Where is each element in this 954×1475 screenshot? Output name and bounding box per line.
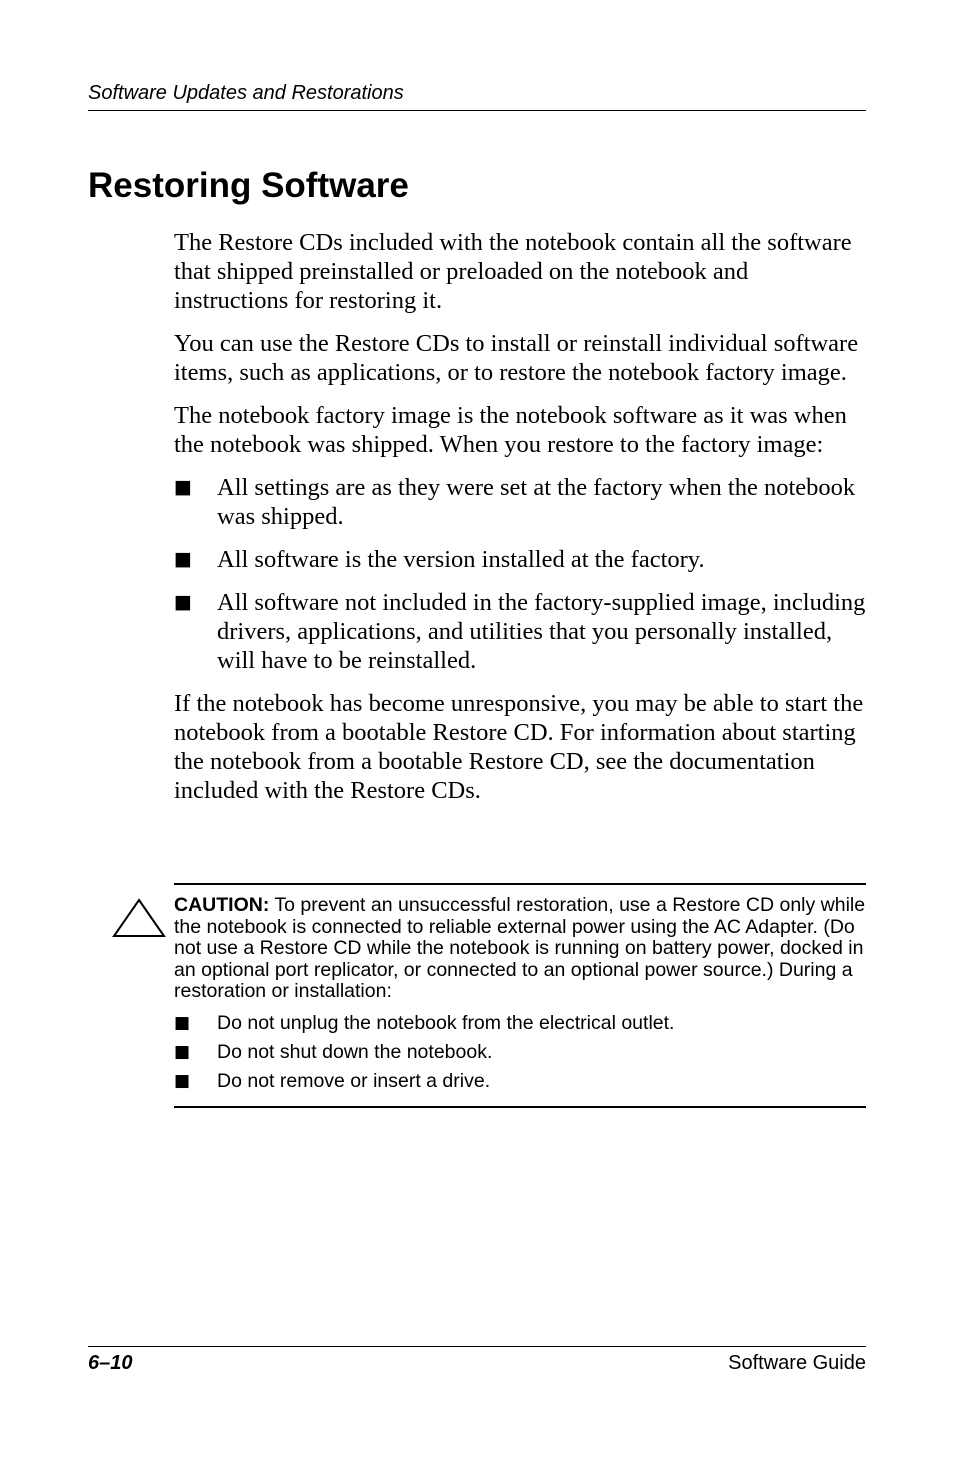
book-title: Software Guide: [728, 1352, 866, 1374]
caution-top-rule: [174, 883, 866, 885]
factory-image-list: [174, 473, 866, 675]
bullet-square-icon: ■: [174, 1041, 191, 1062]
bullet-square-icon: ■: [174, 1070, 191, 1091]
body-text: [174, 228, 866, 819]
bullet-square-icon: ■: [174, 476, 192, 498]
list-item: [174, 588, 866, 675]
list-item: [174, 545, 866, 574]
list-item-text: Do not shut down the notebook.: [217, 1040, 493, 1063]
footer-rule: [88, 1346, 866, 1347]
list-item: [174, 1009, 866, 1038]
bullet-square-icon: ■: [174, 1012, 191, 1033]
caution-paragraph: [174, 895, 866, 1003]
caution-triangle-icon: [112, 898, 166, 938]
list-item-text: All software is the version installed at the factory.: [217, 546, 705, 573]
running-head: Software Updates and Restorations: [88, 82, 404, 104]
paragraph-unresponsive: If the notebook has become unresponsive, you may be able to start the notebook from a bootable Restore CD. For information about starting the notebook from a bootable Restore CD, see the documentation included with the Restore CDs.: [174, 690, 864, 804]
list-item-text: Do not unplug the notebook from the electrical outlet.: [217, 1011, 675, 1034]
page-title: Restoring Software: [88, 166, 409, 205]
list-item: [174, 473, 866, 531]
caution-list: [174, 1009, 866, 1096]
list-item-text: All settings are as they were set at the factory when the notebook was shipped.: [217, 474, 856, 530]
list-item: [174, 1038, 866, 1067]
list-item-text: Do not remove or insert a drive.: [217, 1069, 491, 1092]
caution-bottom-rule: [174, 1106, 866, 1108]
caution-label: CAUTION:: [174, 894, 270, 916]
list-item-text: All software not included in the factory-supplied image, including drivers, applications, and utilities that you personally installed, will have to be reinstalled.: [217, 589, 866, 674]
paragraph-factory-image: The notebook factory image is the notebook software as it was when the notebook was shipped. When you restore to the factory image:: [174, 402, 847, 458]
header-rule: [88, 110, 866, 111]
bullet-square-icon: ■: [174, 591, 192, 613]
bullet-square-icon: ■: [174, 548, 192, 570]
list-item: [174, 1067, 866, 1096]
page-number: 6–10: [88, 1352, 133, 1374]
paragraph-intro: The Restore CDs included with the notebook contain all the software that shipped preinstalled or preloaded on the notebook and instructions for restoring it.: [174, 229, 852, 314]
caution-note: [174, 895, 866, 1096]
paragraph-usage: You can use the Restore CDs to install or reinstall individual software items, such as applications, or to restore the notebook factory image.: [174, 330, 859, 386]
caution-text: To prevent an unsuccessful restoration, use a Restore CD only while the notebook is connected to reliable external power using the AC Adapter. (Do not use a Restore CD while the notebook is running on battery power, docked in an optional port replicator, or connected to an optional power source.) During a restoration or installation:: [174, 894, 866, 1002]
